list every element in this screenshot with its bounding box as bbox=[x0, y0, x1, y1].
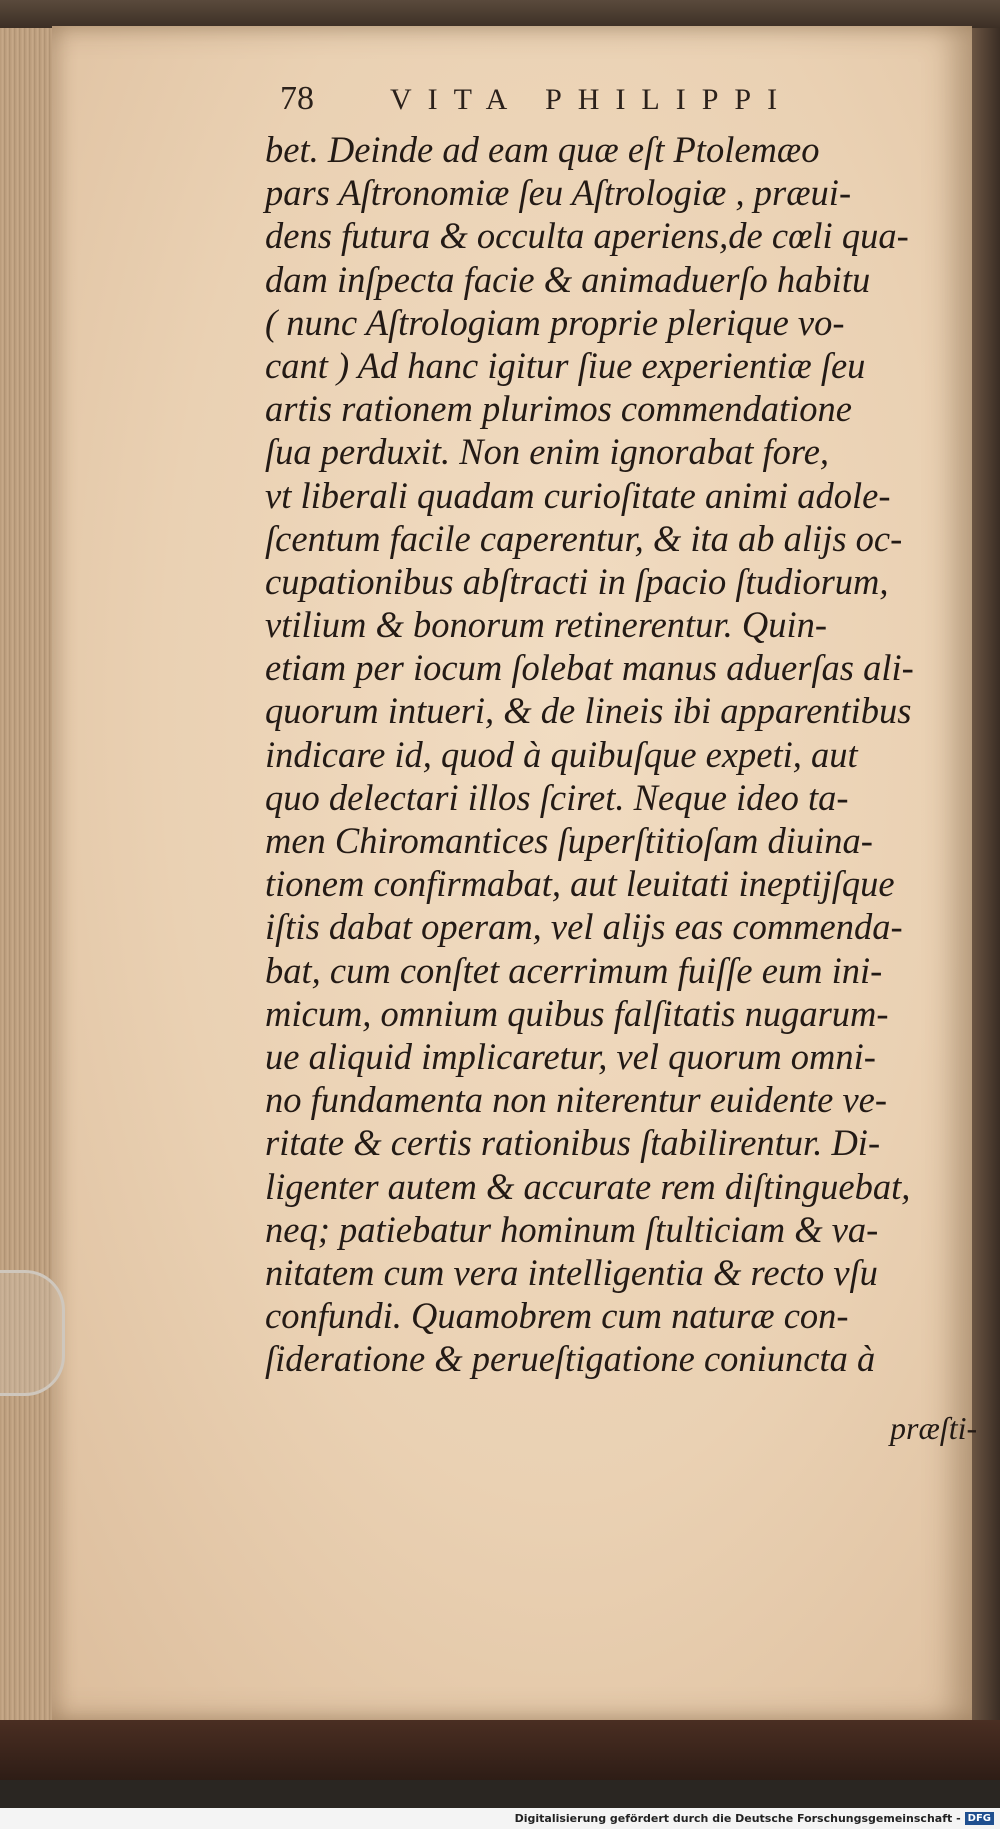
text-line: indicare id, quod à quibuſque expeti, aut bbox=[265, 733, 858, 775]
footer-credit: Digitalisierung gefördert durch die Deutsche Forschungsgemeinschaft - bbox=[514, 1812, 961, 1825]
dfg-logo-icon: DFG bbox=[965, 1812, 994, 1825]
text-line: ( nunc Aſtrologiam proprie plerique vo- bbox=[265, 301, 845, 343]
cover-board bbox=[0, 1720, 1000, 1780]
text-line: ligenter autem & accurate rem diſtinguebat, bbox=[265, 1165, 911, 1207]
text-line: pars Aſtronomiæ ſeu Aſtrologiæ , præui- bbox=[265, 172, 852, 214]
text-line: quorum intueri, & de lineis ibi apparentibus bbox=[265, 690, 912, 732]
text-line: ritate & certis rationibus ſtabilirentur. Di- bbox=[265, 1122, 881, 1164]
text-line: tionem confirmabat, aut leuitati ineptijſque bbox=[265, 863, 895, 905]
text-line: quo delectari illos ſciret. Neque ideo ta- bbox=[265, 776, 849, 818]
text-line: etiam per iocum ſolebat manus aduerſas ali- bbox=[265, 647, 914, 689]
text-line: ue aliquid implicaretur, vel quorum omni- bbox=[265, 1035, 876, 1077]
text-line: nitatem cum vera intelligentia & recto vſu bbox=[265, 1251, 878, 1293]
page-number: 78 bbox=[280, 80, 314, 117]
text-line: ſideratione & perueſtigatione coniuncta à bbox=[265, 1338, 876, 1380]
running-head: VITA PHILIPPI bbox=[390, 83, 794, 116]
catchword: præſti- bbox=[890, 1410, 978, 1446]
text-line: neq; patiebatur hominum ſtulticiam & va- bbox=[265, 1208, 879, 1250]
text-line: bat, cum conſtet acerrimum fuiſſe eum ini- bbox=[265, 949, 883, 991]
text-line: cupationibus abſtracti in ſpacio ſtudiorum, bbox=[265, 560, 889, 602]
text-line: micum, omnium quibus falſitatis nugarum- bbox=[265, 992, 889, 1034]
text-line: ſcentum facile caperentur, & ita ab alijs oc- bbox=[265, 517, 903, 559]
body-text bbox=[265, 128, 985, 1380]
text-line: vt liberali quadam curioſitate animi adole- bbox=[265, 474, 891, 516]
text-line: confundi. Quamobrem cum naturæ con- bbox=[265, 1295, 849, 1337]
text-line: iſtis dabat operam, vel alijs eas commenda- bbox=[265, 906, 903, 948]
text-line: dens futura & occulta aperiens,de cœli qua- bbox=[265, 215, 909, 257]
binding-top bbox=[0, 0, 1000, 28]
footer-bar bbox=[0, 1808, 1000, 1829]
text-line: bet. Deinde ad eam quæ eſt Ptolemæo bbox=[265, 129, 820, 170]
text-line: vtilium & bonorum retinerentur. Quin- bbox=[265, 604, 827, 646]
text-line: ſua perduxit. Non enim ignorabat fore, bbox=[265, 431, 830, 473]
text-line: artis rationem plurimos commendatione bbox=[265, 388, 853, 430]
page-edges bbox=[0, 28, 54, 1728]
text-line: no fundamenta non niterentur euidente ve- bbox=[265, 1079, 888, 1121]
text-line: dam inſpecta facie & animaduerſo habitu bbox=[265, 258, 871, 300]
text-line: men Chiromantices ſuperſtitioſam diuina- bbox=[265, 820, 873, 861]
clasp-icon bbox=[0, 1270, 65, 1396]
text-line: cant ) Ad hanc igitur ſiue experientiæ ſeu bbox=[265, 344, 866, 386]
page-header bbox=[280, 80, 920, 124]
scan-bottom-margin bbox=[0, 1780, 1000, 1808]
